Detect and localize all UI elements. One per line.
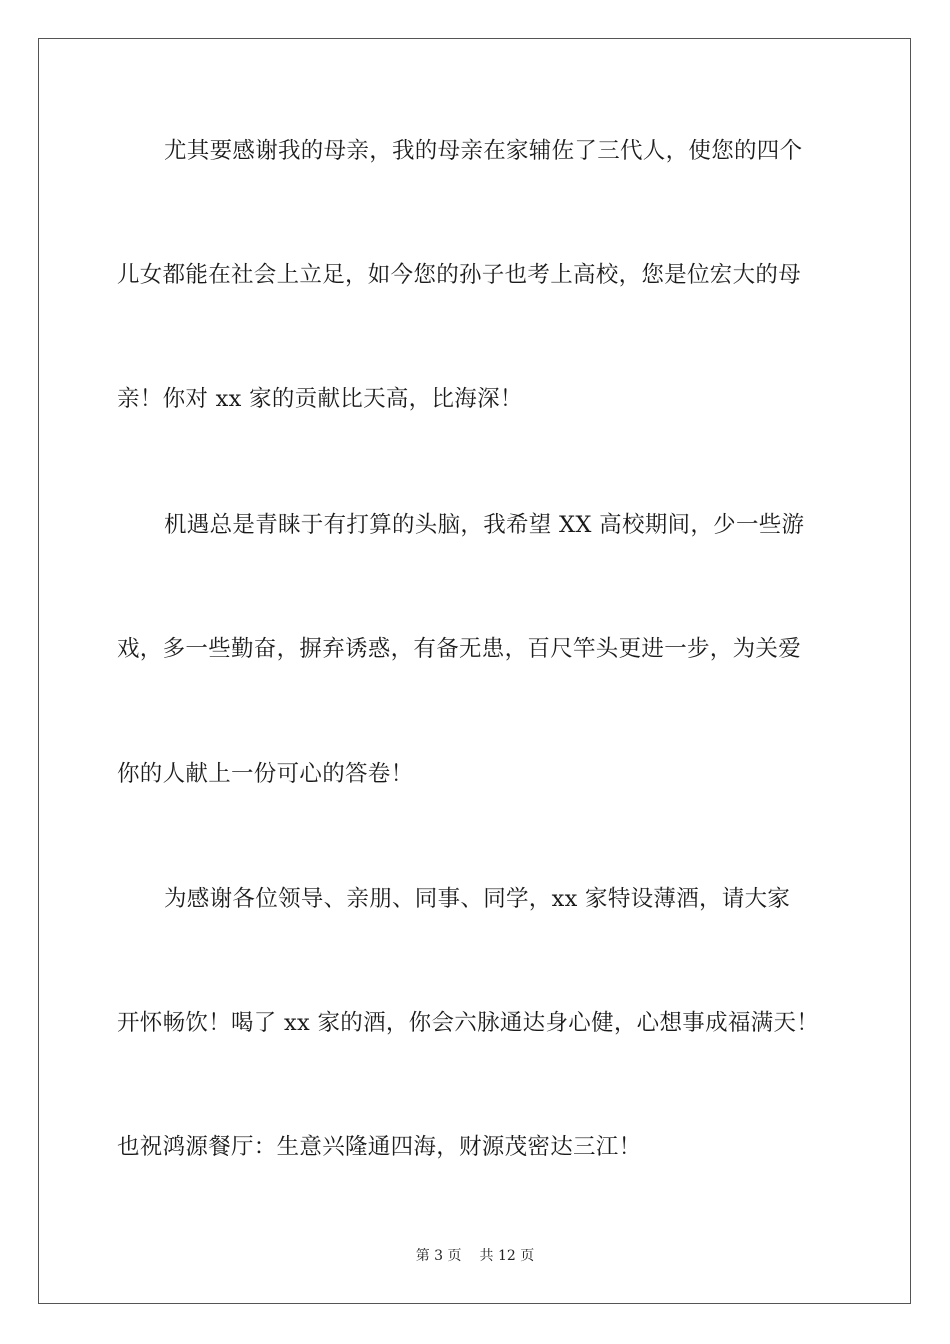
paragraph-2-line-1: 机遇总是青睐于有打算的头脑，我希望 XX 高校期间，少一些游 xyxy=(164,512,805,538)
paragraph-2-line-3: 你的人献上一份可心的答卷！ xyxy=(117,761,414,787)
page-number: 第 3 页 xyxy=(415,1248,462,1264)
paragraph-1-line-3: 亲！你对 xx 家的贡献比天高，比海深！ xyxy=(117,386,523,412)
page-border xyxy=(38,38,911,1304)
total-pages: 共 12 页 xyxy=(479,1248,535,1264)
paragraph-3-line-1: 为感谢各位领导、亲朋、同事、同学，xx 家特设薄酒，请大家 xyxy=(164,886,791,912)
paragraph-3-line-2: 开怀畅饮！喝了 xx 家的酒，你会六脉通达身心健，心想事成福满天！ xyxy=(117,1010,820,1036)
paragraph-1-line-2: 儿女都能在社会上立足，如今您的孙子也考上高校，您是位宏大的母 xyxy=(117,262,802,288)
paragraph-3-line-3: 也祝鸿源餐厅：生意兴隆通四海，财源茂密达三江！ xyxy=(117,1134,642,1160)
paragraph-1-line-1: 尤其要感谢我的母亲，我的母亲在家辅佐了三代人，使您的四个 xyxy=(164,138,803,164)
page-footer xyxy=(0,1245,950,1265)
paragraph-2-line-2: 戏，多一些勤奋，摒弃诱惑，有备无患，百尺竿头更进一步，为关爱 xyxy=(117,636,802,662)
